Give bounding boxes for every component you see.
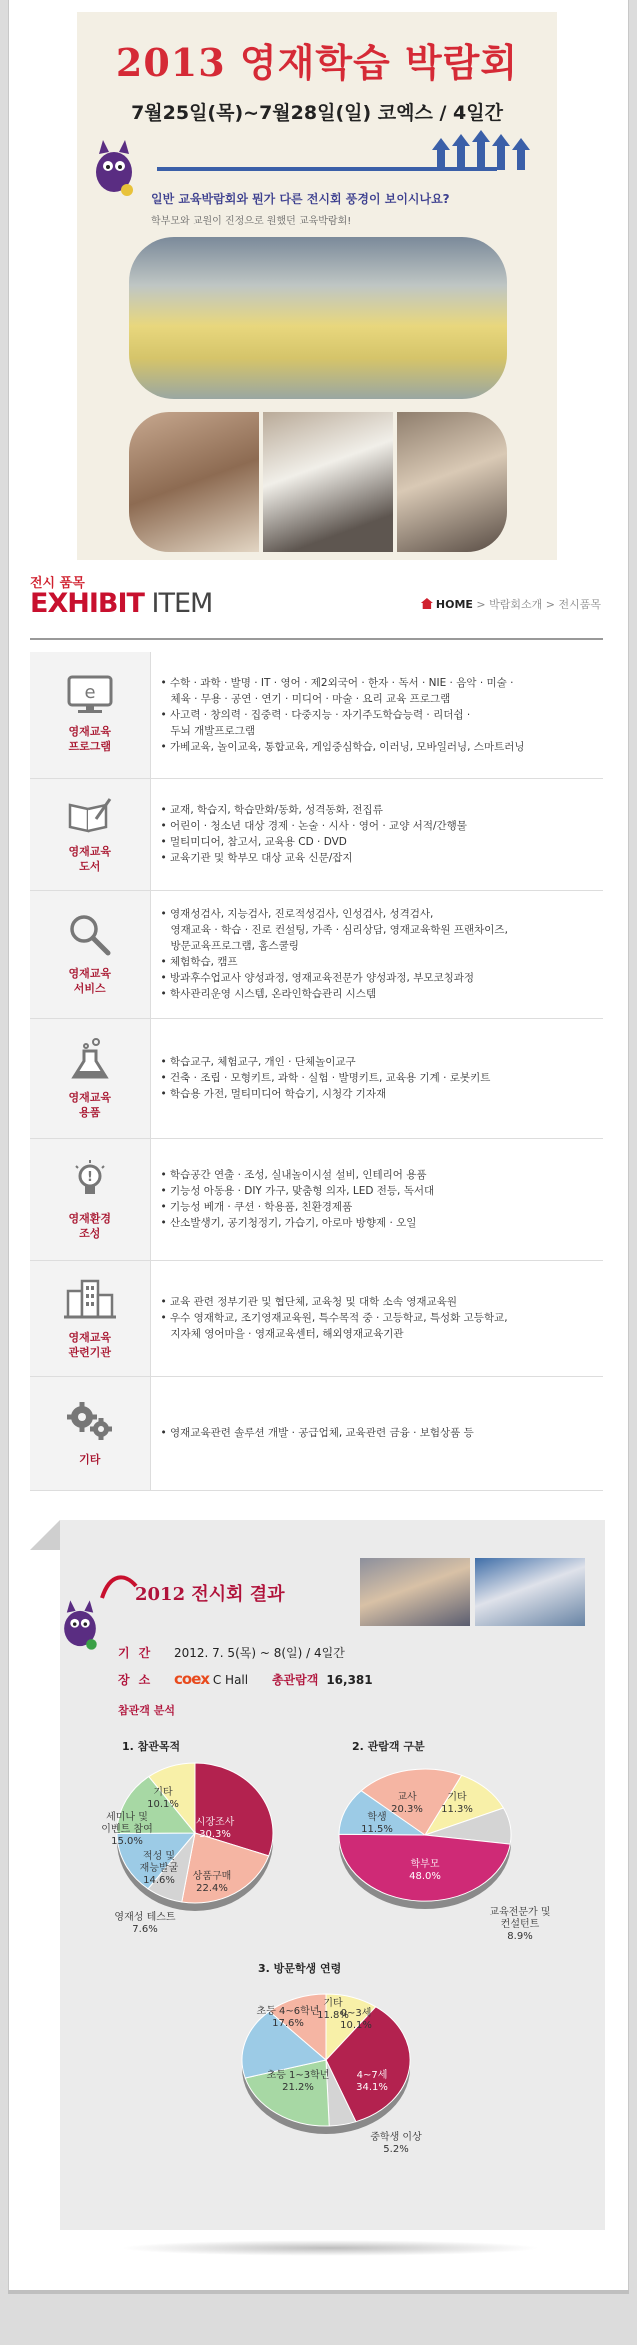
monitor-icon bbox=[30, 675, 150, 718]
item-description bbox=[150, 1018, 603, 1138]
pie-slice-label: 기타 10.1% bbox=[147, 1787, 179, 1810]
item-line: • 교육 관련 정부기관 및 협단체, 교육청 및 대학 소속 영재교육원 bbox=[161, 1294, 594, 1310]
item-line: • 기능성 베개 · 쿠션 · 학용품, 친환경제품 bbox=[161, 1199, 594, 1215]
children-photo-3 bbox=[397, 412, 507, 552]
item-category-label: 영재교육 도서 bbox=[68, 844, 111, 873]
section-title: EXHIBIT ITEM bbox=[30, 588, 213, 619]
exhibition-hall-photo bbox=[129, 237, 507, 399]
pie-slice-label: 중학생 이상 5.2% bbox=[370, 2132, 422, 2155]
pie-slice-label: 상품구매 22.4% bbox=[192, 1871, 232, 1894]
chart-title-student-age: 3. 방문학생 연령 bbox=[258, 1962, 342, 1975]
divider bbox=[30, 638, 603, 640]
flask-icon bbox=[30, 1037, 150, 1084]
pie-slice-label: 영재성 테스트 7.6% bbox=[114, 1912, 176, 1935]
venue-row bbox=[118, 1670, 373, 1688]
lightbulb-icon bbox=[30, 1158, 150, 1205]
mascot-icon bbox=[58, 1598, 102, 1652]
item-line: • 교육기관 및 학부모 대상 교육 신문/잡지 bbox=[161, 850, 594, 866]
item-line: • 어린이 · 청소년 대상 경제 · 논술 · 시사 · 영어 · 교양 서적/간행물 bbox=[161, 818, 594, 834]
chart-title-visitor-type: 2. 관람객 구분 bbox=[352, 1740, 425, 1753]
pie-slice-label: 0~3세 10.1% bbox=[340, 2008, 372, 2031]
arrows-icon bbox=[432, 130, 542, 175]
pie-slice-label: 시장조사 30.3% bbox=[195, 1817, 235, 1840]
item-line: • 멀티미디어, 참고서, 교육용 CD · DVD bbox=[161, 834, 594, 850]
total-value: 16,381 bbox=[326, 1673, 373, 1687]
pie-slice-label: 4~7세 34.1% bbox=[356, 2070, 388, 2093]
pie-slice-label: 학생 11.5% bbox=[361, 1812, 393, 1835]
item-category-label: 영재교육 프로그램 bbox=[68, 725, 111, 754]
item-description bbox=[150, 1260, 603, 1376]
buildings-icon bbox=[30, 1277, 150, 1324]
total-label: 총관람객 bbox=[271, 1673, 319, 1687]
magnifier-icon bbox=[30, 913, 150, 960]
pie-slice-label: 세미나 및 이벤트 참여 15.0% bbox=[101, 1812, 153, 1847]
venue-label: 장소 bbox=[118, 1673, 160, 1687]
item-row bbox=[30, 890, 603, 1018]
pie-slice-label: 적성 및 재능발굴 14.6% bbox=[139, 1851, 179, 1886]
chart-title-purpose: 1. 참관목적 bbox=[122, 1740, 181, 1753]
page-bottom-edge bbox=[8, 2290, 629, 2294]
item-line: • 교재, 학습지, 학습만화/동화, 성격동화, 전집류 bbox=[161, 802, 594, 818]
coex-logo: coex bbox=[174, 1670, 210, 1688]
item-line: • 가베교육, 놀이교육, 통합교육, 게임중심학습, 이러닝, 모바일러닝, 스마트러닝 bbox=[161, 739, 594, 755]
item-category-label: 기타 bbox=[79, 1453, 101, 1466]
item-line: • 방과후수업교사 양성과정, 영재교육전문가 양성과정, 부모코칭과정 bbox=[161, 970, 594, 986]
item-row bbox=[30, 652, 603, 778]
item-category-label: 영재환경 조성 bbox=[68, 1211, 111, 1240]
item-line: • 학습공간 연출 · 조성, 실내놀이시설 설비, 인테리어 용품 bbox=[161, 1167, 594, 1183]
item-description bbox=[150, 1138, 603, 1260]
item-row bbox=[30, 1376, 603, 1490]
item-category bbox=[30, 1260, 150, 1376]
pie-slice-label: 학부모 48.0% bbox=[409, 1859, 441, 1882]
item-line: • 건축 · 조립 · 모형키트, 과학 · 실험 · 발명키트, 교육용 기계 · 로봇키트 bbox=[161, 1070, 594, 1086]
pie-slice-label: 기타 11.3% bbox=[441, 1792, 473, 1815]
banner-date: 7월25일(목)~7월28일(일) 코엑스 / 4일간 bbox=[131, 102, 503, 124]
home-icon bbox=[421, 598, 433, 609]
item-description bbox=[150, 890, 603, 1018]
result-title: 2012 전시회 결과 bbox=[135, 1584, 285, 1605]
result-photo-2 bbox=[475, 1558, 585, 1626]
item-line: • 학사관리운영 시스템, 온라인학습관리 시스템 bbox=[161, 986, 594, 1002]
panel-shadow bbox=[120, 2240, 540, 2256]
section-subtitle: 전시 품목 bbox=[30, 576, 85, 591]
item-category bbox=[30, 1376, 150, 1490]
item-description bbox=[150, 778, 603, 890]
item-category-label: 영재교육 용품 bbox=[68, 1090, 111, 1119]
exhibit-items-table bbox=[30, 652, 603, 1491]
children-photo-1 bbox=[129, 412, 259, 552]
gears-icon bbox=[30, 1399, 150, 1446]
period-value: 2012. 7. 5(목) ~ 8(일) / 4일간 bbox=[174, 1646, 345, 1660]
breadcrumb-home[interactable]: HOME bbox=[435, 598, 473, 611]
breadcrumb-path: > 박람회소개 > 전시품목 bbox=[472, 598, 601, 611]
banner-title: 2013 영재학습 박람회 bbox=[115, 40, 519, 85]
red-arrow-icon bbox=[100, 1568, 140, 1608]
result-photo-1 bbox=[360, 1558, 470, 1626]
item-line: • 학습교구, 체험교구, 개인 · 단체놀이교구 bbox=[161, 1054, 594, 1070]
item-category bbox=[30, 890, 150, 1018]
item-line: • 체험학습, 캠프 bbox=[161, 954, 594, 970]
pie-slice-label: 기타 11.8% bbox=[317, 1998, 349, 2021]
item-description bbox=[150, 652, 603, 778]
pie-slice-label: 교육전문가 및 컨설턴트 8.9% bbox=[489, 1907, 551, 1942]
item-row bbox=[30, 1138, 603, 1260]
children-chess-photo bbox=[263, 412, 393, 552]
pie-chart-student-age bbox=[238, 1980, 422, 2155]
pie-slice-label: 초등 1~3학년 21.2% bbox=[266, 2070, 330, 2093]
analysis-heading: 참관객 분석 bbox=[118, 1704, 175, 1717]
pie-slice-label: 초등 4~6학년 17.6% bbox=[256, 2006, 320, 2029]
item-row bbox=[30, 1260, 603, 1376]
item-category bbox=[30, 778, 150, 890]
pie-chart-purpose bbox=[101, 1755, 285, 1935]
item-row bbox=[30, 778, 603, 890]
mascot-icon bbox=[89, 138, 139, 198]
item-category bbox=[30, 652, 150, 778]
item-line: • 산소발생기, 공기청정기, 가습기, 아로마 방향제 · 오일 bbox=[161, 1215, 594, 1231]
banner-subtitle: 학부모와 교원이 진정으로 원했던 교육박람회! bbox=[151, 216, 352, 227]
svg-text:e: e bbox=[84, 682, 96, 704]
hero-banner bbox=[77, 12, 557, 560]
svg-text:!: ! bbox=[86, 1169, 93, 1185]
item-line: • 영재교육관련 솔루션 개발 · 공급업체, 교육관련 금융 · 보험상품 등 bbox=[161, 1425, 594, 1441]
banner-question: 일반 교육박람회와 뭔가 다른 전시회 풍경이 보이시나요? bbox=[151, 192, 450, 206]
period-label: 기간 bbox=[118, 1646, 160, 1660]
item-description bbox=[150, 1376, 603, 1490]
venue-value: C Hall bbox=[209, 1673, 249, 1687]
breadcrumb bbox=[421, 596, 601, 612]
period-row bbox=[118, 1644, 345, 1661]
pie-chart-visitor-type bbox=[335, 1755, 551, 1942]
item-category-label: 영재교육 관련기관 bbox=[68, 1330, 111, 1359]
item-line: • 학습용 가전, 멀티미디어 학습기, 시청각 기자재 bbox=[161, 1086, 594, 1102]
item-category-label: 영재교육 서비스 bbox=[68, 966, 111, 995]
pie-slice-label: 교사 20.3% bbox=[391, 1792, 423, 1815]
item-category bbox=[30, 1138, 150, 1260]
item-line: • 기능성 아동용 · DIY 가구, 맞춤형 의자, LED 전등, 독서대 bbox=[161, 1183, 594, 1199]
item-line: • 수학 · 과학 · 발명 · IT · 영어 · 제2외국어 · 한자 · 독서 · NIE · 음악 · 미술 · 체육 · 무용 · 공연 · 연기 · 미디어 · 마술 · 요리 교육 프로그램 bbox=[161, 675, 594, 707]
item-row bbox=[30, 1018, 603, 1138]
book-pen-icon bbox=[30, 795, 150, 838]
item-line: • 사고력 · 창의력 · 집중력 · 다중지능 · 자기주도학습능력 · 리더쉽 · 두뇌 개발프로그램 bbox=[161, 707, 594, 739]
item-line: • 영재성검사, 지능검사, 진로적성검사, 인성검사, 성격검사, 영재교육 · 학습 · 진로 컨설팅, 가족 · 심리상담, 영재교육학원 프랜차이즈, 방문교육프로그램, 홈스쿨링 bbox=[161, 906, 594, 954]
item-category bbox=[30, 1018, 150, 1138]
item-line: • 우수 영재학교, 조기영재교육원, 특수목적 중 · 고등학교, 특성화 고등학교, 지자체 영어마을 · 영재교육센터, 해외영재교육기관 bbox=[161, 1310, 594, 1342]
